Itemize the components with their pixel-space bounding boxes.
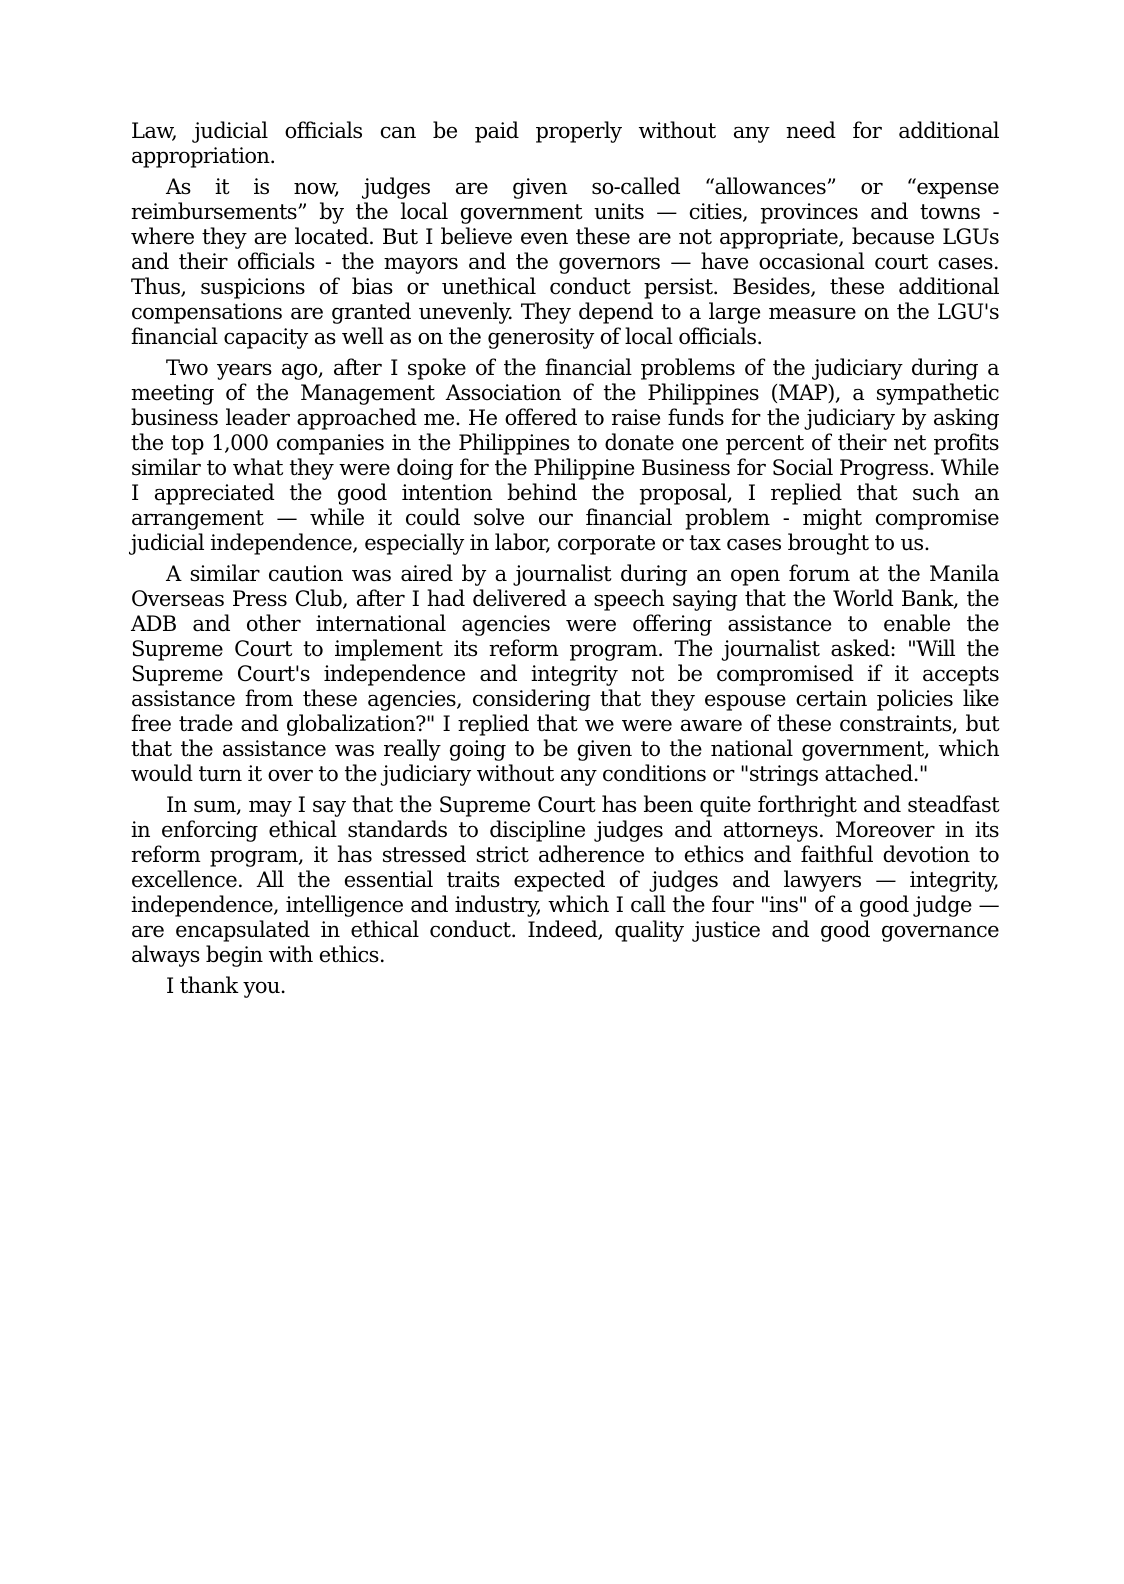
document-body <box>131 119 999 1005</box>
paragraph-conclusion: In sum, may I say that the Supreme Court has been quite forthright and steadfast in enforcing ethical standards to discipline judges and attorneys. Moreover in its reform program, it has stressed strict adherence to ethics and faithful devotion to excellence. All the essential traits expected of judges and lawyers — integrity, independence, intelligence and industry, which I call the four "ins" of a good judge — are encapsulated in ethical conduct. Indeed, quality justice and good governance always begin with ethics. <box>131 793 999 967</box>
paragraph-journalist: A similar caution was aired by a journalist during an open forum at the Manila Overseas Press Club, after I had delivered a speech saying that the World Bank, the ADB and other international agencies were offering assistance to enable the Supreme Court to implement its reform program. The journalist asked: "Will the Supreme Court's independence and integrity not be compromised if it accepts assistance from these agencies, considering that they espouse certain policies like free trade and globalization?" I replied that we were aware of these constraints, but that the assistance was really going to be given to the national government, which would turn it over to the judiciary without any conditions or "strings attached." <box>131 562 999 786</box>
paragraph-continuation: Law, judicial officials can be paid properly without any need for additional appropriation. <box>131 119 999 168</box>
paragraph-business-leader: Two years ago, after I spoke of the financial problems of the judiciary during a meeting of the Management Association of the Philippines (MAP), a sympathetic business leader approached me. He offered to raise funds for the judiciary by asking the top 1,000 companies in the Philippines to donate one percent of their net profits similar to what they were doing for the Philippine Business for Social Progress. While I appreciated the good intention behind the proposal, I replied that such an arrangement — while it could solve our financial problem - might compromise judicial independence, especially in labor, corporate or tax cases brought to us. <box>131 356 999 555</box>
paragraph-closing: I thank you. <box>166 974 286 998</box>
paragraph-allowances: As it is now, judges are given so-called “allowances” or “expense reimbursements” by the local government units — cities, provinces and towns - where they are located. But I believe even these are not appropriate, because LGUs and their officials - the mayors and the governors — have occasional court cases. Thus, suspicions of bias or unethical conduct persist. Besides, these additional compensations are granted unevenly. They depend to a large measure on the LGU's financial capacity as well as on the generosity of local officials. <box>131 175 999 349</box>
